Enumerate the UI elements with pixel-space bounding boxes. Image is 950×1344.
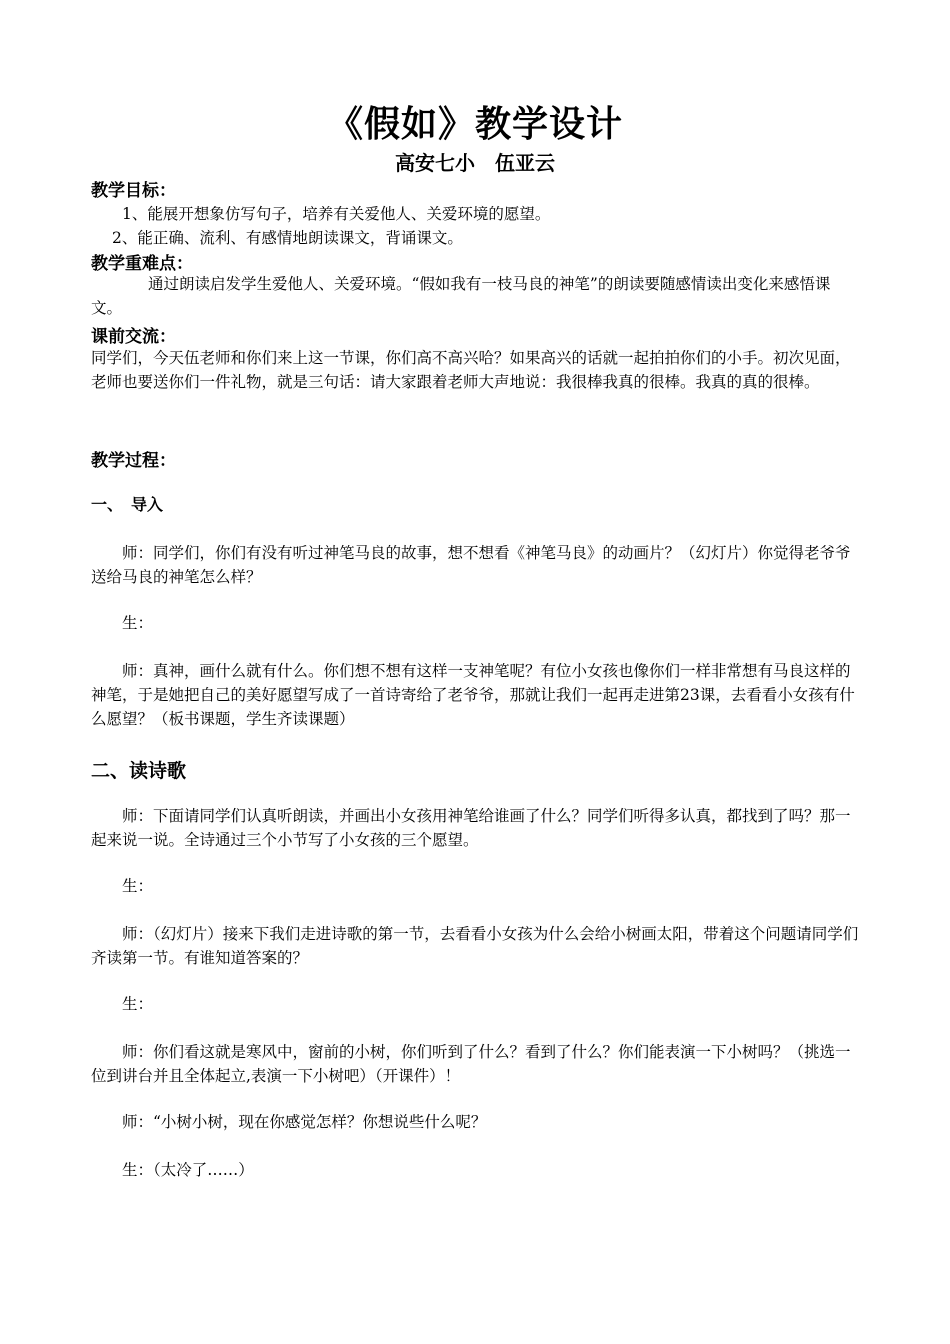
paragraph: 师：你们看这就是寒风中，窗前的小树，你们听到了什么？看到了什么？你们能表演一下小树吗？（挑选一位到讲台并且全体起立,表演一下小树吧）（开课件）！ [91,1043,851,1085]
pre-class-text: 同学们，今天伍老师和你们来上这一节课，你们高不高兴哈？如果高兴的话就一起拍拍你们的小手。初次见面，老师也要送你们一件礼物，就是三句话：请大家跟着老师大声地说：我很棒我真的很棒。我真的真的很棒。 [91,349,851,391]
paragraph: 师：下面请同学们认真听朗读，并画出小女孩用神笔给谁画了什么？同学们听得多认真，都找到了吗？那一起来说一说。全诗通过三个小节写了小女孩的三个愿望。 [91,807,851,849]
paragraph: 生： [122,614,154,632]
pre-class-heading: 课前交流： [91,327,176,347]
paragraph: 师：真神，画什么就有什么。你们想不想有这样一支神笔呢？有位小女孩也像你们一样非常想有马良这样的神笔，于是她把自己的美好愿望写成了一首诗寄给了老爷爷，那就让我们一起再走进第23课，去看看小女孩有什么愿望？（板书课题，学生齐读课题） [91,662,855,728]
part-2-heading: 二、读诗歌 [91,760,187,782]
part-1-heading: 一、 导入 [91,495,164,514]
document-title: 《假如》教学设计 [326,104,623,145]
process-heading: 教学过程： [91,451,176,471]
author-line: 高安七小 伍亚云 [395,151,555,175]
paragraph: 生：（太冷了……） [122,1161,254,1179]
paragraph: 生： [122,877,154,895]
goals-heading: 教学目标： [91,181,176,201]
goal-item-1: 1、能展开想象仿写句子，培养有关爱他人、关爱环境的愿望。 [122,205,551,223]
key-points-text: 通过朗读启发学生爱他人、关爱环境。“假如我有一枝马良的神笔”的朗读要随感情读出变化来感悟课文。 [91,275,831,317]
paragraph: 师：（幻灯片）接来下我们走进诗歌的第一节，去看看小女孩为什么会给小树画太阳，带着这个问题请同学们齐读第一节。有谁知道答案的？ [91,925,859,967]
paragraph: 师：同学们，你们有没有听过神笔马良的故事，想不想看《神笔马良》的动画片？（幻灯片）你觉得老爷爷送给马良的神笔怎么样？ [91,544,851,586]
key-points-heading: 教学重难点： [91,254,193,274]
paragraph: 生： [122,995,154,1013]
paragraph: 师：“小树小树，现在你感觉怎样？你想说些什么呢？ [122,1113,487,1131]
goal-item-2: 2、能正确、流利、有感情地朗读课文，背诵课文。 [112,229,463,247]
